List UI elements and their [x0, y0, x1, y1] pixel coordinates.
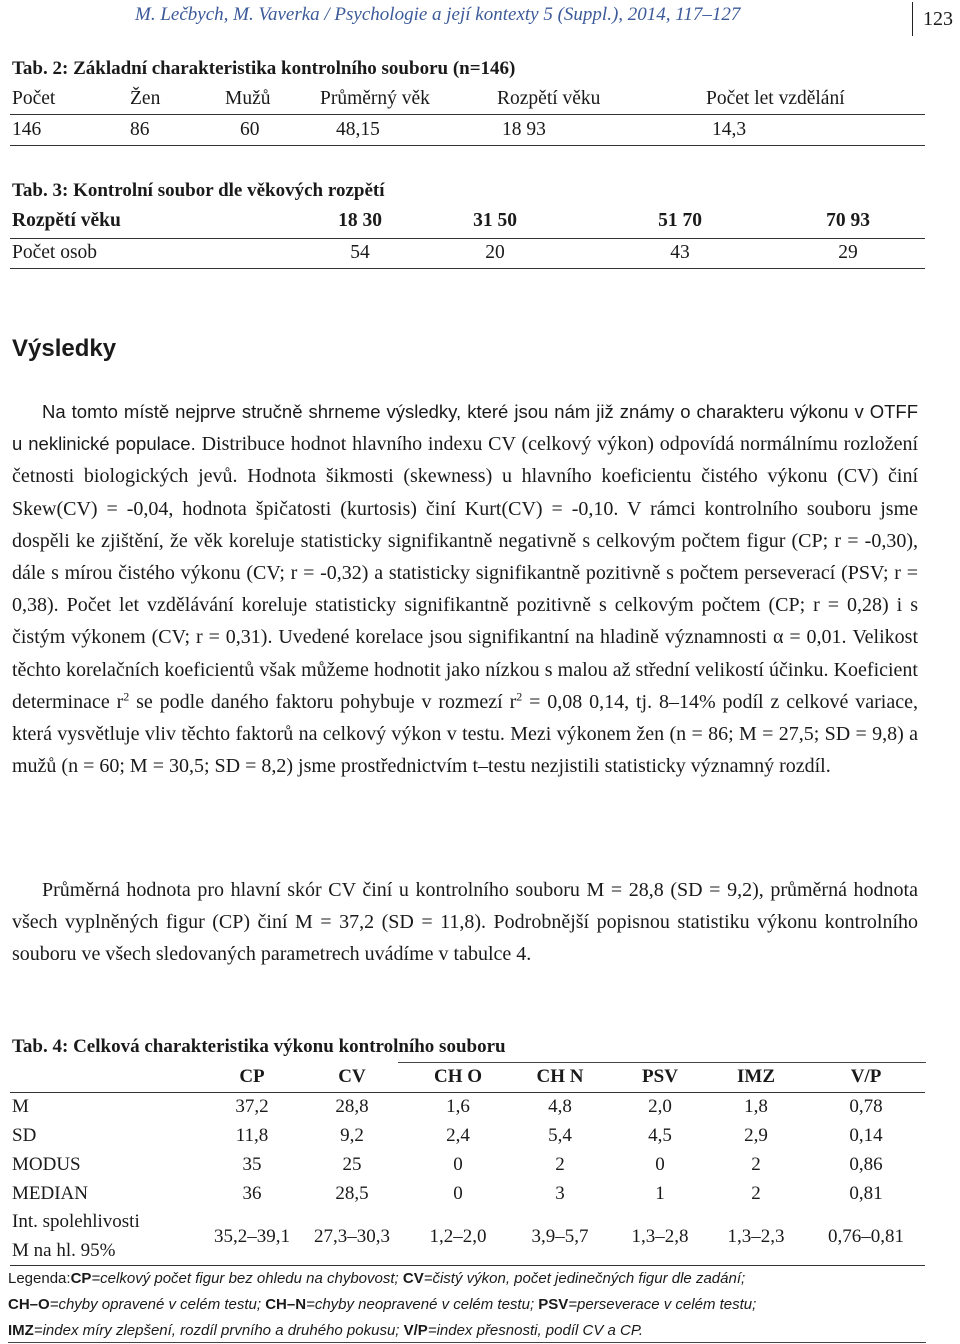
results-p1-skewness: Hodnota šikmosti (skewness) u hlavního koeficientu čistého výkonu (CV) činí Skew(CV) = -0,04, hodnota špičatosti (kurtosis) činí Kurt(CV) = -0,10. [12, 465, 918, 520]
table4-cell: 11,8 [235, 1125, 269, 1146]
legend-description: =index míry zlepšení, rozdíl prvního a druhého pokusu; [33, 1322, 404, 1339]
table4-cell: 4,8 [548, 1096, 572, 1117]
results-p1-conclusion: = 0,08 0,14, tj. 8–14% podíl z celkové variace, která vysvětluje vliv těchto faktorů na celkový výkon v testu. Mezi výkonem žen (n = 86; M = 27,5; SD = 9,8) a mužů (n = 60; M = 30,5; SD = 8,2) jsme prostřednictvím t–testu nezjistili statisticky významný rozdíl. [12, 690, 918, 778]
table4-col-header: PSV [642, 1066, 678, 1087]
legend-key: CH–N [265, 1296, 307, 1313]
results-p1-line1: Na tomto místě nejprve stručně shrneme výsledky, které jsou nám již známy o charakteru [42, 401, 784, 422]
table4-cell: 1,8 [744, 1096, 768, 1117]
legend-description: =perseverace v celém testu; [568, 1296, 757, 1313]
table4-cell: 0,78 [849, 1096, 883, 1117]
table4-row-label: M [12, 1096, 29, 1117]
legend-key: V/P [403, 1322, 428, 1339]
table3-value-31-50: 20 [485, 242, 505, 263]
page-number: 123 [912, 2, 960, 36]
table4-col-header: V/P [850, 1066, 882, 1087]
results-p1-distribution: Distribuce hodnot hlavního indexu CV (celkový [201, 433, 592, 456]
legend-description: =index přesnosti, podíl CV a CP. [427, 1322, 644, 1339]
table4-cell: 0 [453, 1154, 463, 1175]
table4-cell: 27,3–30,3 [314, 1226, 390, 1247]
table4-col-header: CP [239, 1066, 265, 1087]
table4-header-rule [10, 1092, 925, 1093]
table4-cell: 28,8 [335, 1096, 369, 1117]
superscript-2b: 2 [516, 689, 523, 704]
table2-header-mean-age: Průměrný věk [320, 88, 430, 109]
table3-header-70-93: 70 93 [826, 210, 870, 231]
table4-caption: Tab. 4: Celková charakteristika výkonu kontrolního souboru [12, 1036, 506, 1057]
results-p1-distribution-cont: výkon) odpovídá normálnímu rozložení četnosti biologických jevů. [12, 433, 919, 488]
table4-row-label: SD [12, 1125, 37, 1146]
table4-cell: 2 [555, 1154, 565, 1175]
table3-header-18-30: 18 30 [338, 210, 382, 231]
table4-row-label-2: M na hl. 95% [12, 1240, 116, 1261]
running-header-citation: M. Lečbych, M. Vaverka / Psychologie a její kontexty 5 (Suppl.), 2014, 117–127 [135, 4, 741, 25]
table4-cell: 2 [751, 1183, 761, 1204]
table2-header-count: Počet [12, 88, 56, 109]
table2-value-men: 60 [240, 119, 260, 140]
table4-cell: 9,2 [340, 1125, 364, 1146]
table4-cell: 1,3–2,8 [631, 1226, 689, 1247]
table4-cell: 28,5 [335, 1183, 369, 1204]
results-paragraph-1 [12, 396, 918, 782]
table4-col-header: CV [338, 1066, 366, 1087]
table2-caption: Tab. 2: Základní charakteristika kontrolního souboru (n=146) [12, 58, 516, 79]
table4-cell: 2,9 [744, 1125, 768, 1146]
table4-cell: 2,0 [648, 1096, 672, 1117]
legend-line [8, 1270, 924, 1287]
table4-cell: 1 [655, 1183, 665, 1204]
legend-key: CP [70, 1270, 92, 1287]
table4-row-label: MODUS [12, 1154, 81, 1175]
table4-cell: 36 [242, 1183, 262, 1204]
table4-cell: 0,76–0,81 [828, 1226, 904, 1247]
table2-header-age-range: Rozpětí věku [497, 88, 601, 109]
table4-row-label: Int. spolehlivosti [12, 1211, 140, 1232]
table4-cell: 0,86 [849, 1154, 883, 1175]
table3-row-header-label: Rozpětí věku [12, 210, 121, 231]
table4-cell: 35,2–39,1 [214, 1226, 290, 1247]
results-p1-determination: se podle daného faktoru pohybuje v rozmezí r [129, 690, 517, 713]
table4-row-label: MEDIAN [12, 1183, 88, 1204]
section-heading-results: Výsledky [12, 335, 117, 362]
legend-description: =chyby neopravené v celém testu; [306, 1296, 539, 1313]
table2-value-age-range: 18 93 [502, 119, 546, 140]
table4-cell: 0,81 [849, 1183, 883, 1204]
table4-col-header: CH O [433, 1066, 483, 1087]
table4-cell: 2,4 [446, 1125, 470, 1146]
table3-value-51-70: 43 [670, 242, 690, 263]
legend-key: CH–O [8, 1296, 50, 1313]
table4-cell: 0 [453, 1183, 463, 1204]
table3-value-70-93: 29 [838, 242, 858, 263]
legend-description: =celkový počet figur bez ohledu na chybovost; [91, 1270, 403, 1287]
table3-header-51-70: 51 70 [658, 210, 702, 231]
table2-header-education-years: Počet let vzdělání [706, 88, 845, 109]
legend-prefix: Legenda: [8, 1270, 71, 1287]
results-p1-line2: výkonu v OTFF u neklinické populace. [12, 401, 918, 455]
results-paragraph-2: Průměrná hodnota pro hlavní skór CV činí u kontrolního souboru M = 28,8 (SD = 9,2), průměrná hodnota všech vyplněných figur (CP) činí M = 37,2 (SD = 11,8). Podrobnější popisnou statistiku výkonu kontrolního souboru ve všech sledovaných parametrech uvádíme v tabulce 4. [12, 879, 918, 966]
table2-value-education-years: 14,3 [712, 119, 747, 140]
legend-description: =chyby opravené v celém testu; [49, 1296, 266, 1313]
table3-header-31-50: 31 50 [473, 210, 517, 231]
legend-key: PSV [538, 1296, 569, 1313]
table2-bottom-rule [10, 145, 925, 146]
table3-row-label: Počet osob [12, 242, 98, 263]
table2-header-men: Mužů [225, 88, 271, 109]
table4-col-header: CH N [536, 1066, 584, 1087]
table4-cell: 2 [751, 1154, 761, 1175]
table2-header-women: Žen [130, 88, 161, 109]
table2-value-count: 146 [12, 119, 42, 140]
table4-caption-underline [398, 1062, 926, 1063]
table4-cell: 0,14 [849, 1125, 883, 1146]
table3-bottom-rule [10, 268, 925, 269]
table4-body-rule [10, 1265, 925, 1266]
table4-cell: 3,9–5,7 [531, 1226, 589, 1247]
table3-header-rule [10, 238, 925, 239]
table4-cell: 25 [342, 1154, 362, 1175]
table2-value-women: 86 [130, 119, 150, 140]
results-p1-correlations: V rámci kontrolního souboru jsme dospěli ke zjištění, že věk koreluje statisticky signifikantně negativně s celkovým počtem figur (CP; r = -0,30), dále s mírou čistého výkonu (CV; r = -0,32) a statisticky signifikantně pozitivně s počtem perseverací (PSV; r = 0,38). Počet let vzdělávání koreluje statisticky signifikantně pozitivně s celkovým počtem (CP; r = 0,28) i s čistým výkonem (CV; r = 0,31). Uvedené korelace jsou signifikantní na hladině významnosti α = 0,01. Velikost těchto korelačních koeficientů však můžeme hodnotit jako nízkou s malou až střední velikostí účinku. Koeficient determinace r [12, 497, 919, 713]
table3-value-18-30: 54 [350, 242, 370, 263]
legend-key: IMZ [8, 1322, 34, 1339]
table4-cell: 0 [655, 1154, 665, 1175]
superscript-2: 2 [123, 689, 130, 704]
table4-cell: 1,2–2,0 [429, 1226, 487, 1247]
table4-cell: 1,6 [446, 1096, 470, 1117]
table4-cell: 3 [555, 1183, 565, 1204]
legend-description: =čistý výkon, počet jedinečných figur dle zadání; [423, 1270, 746, 1287]
legend-key: CV [402, 1270, 424, 1287]
table4-cell: 1,3–2,3 [727, 1226, 785, 1247]
table4-col-header: IMZ [737, 1066, 775, 1087]
legend-line [8, 1322, 924, 1339]
table4-cell: 37,2 [235, 1096, 269, 1117]
table4-cell: 4,5 [648, 1125, 672, 1146]
legend-line [8, 1296, 924, 1313]
table2-header-rule [10, 114, 925, 115]
table4-cell: 5,4 [548, 1125, 572, 1146]
legend-bottom-rule [8, 1342, 926, 1343]
table2-value-mean-age: 48,15 [336, 119, 380, 140]
table3-caption: Tab. 3: Kontrolní soubor dle věkových rozpětí [12, 180, 385, 201]
table4-cell: 35 [242, 1154, 262, 1175]
